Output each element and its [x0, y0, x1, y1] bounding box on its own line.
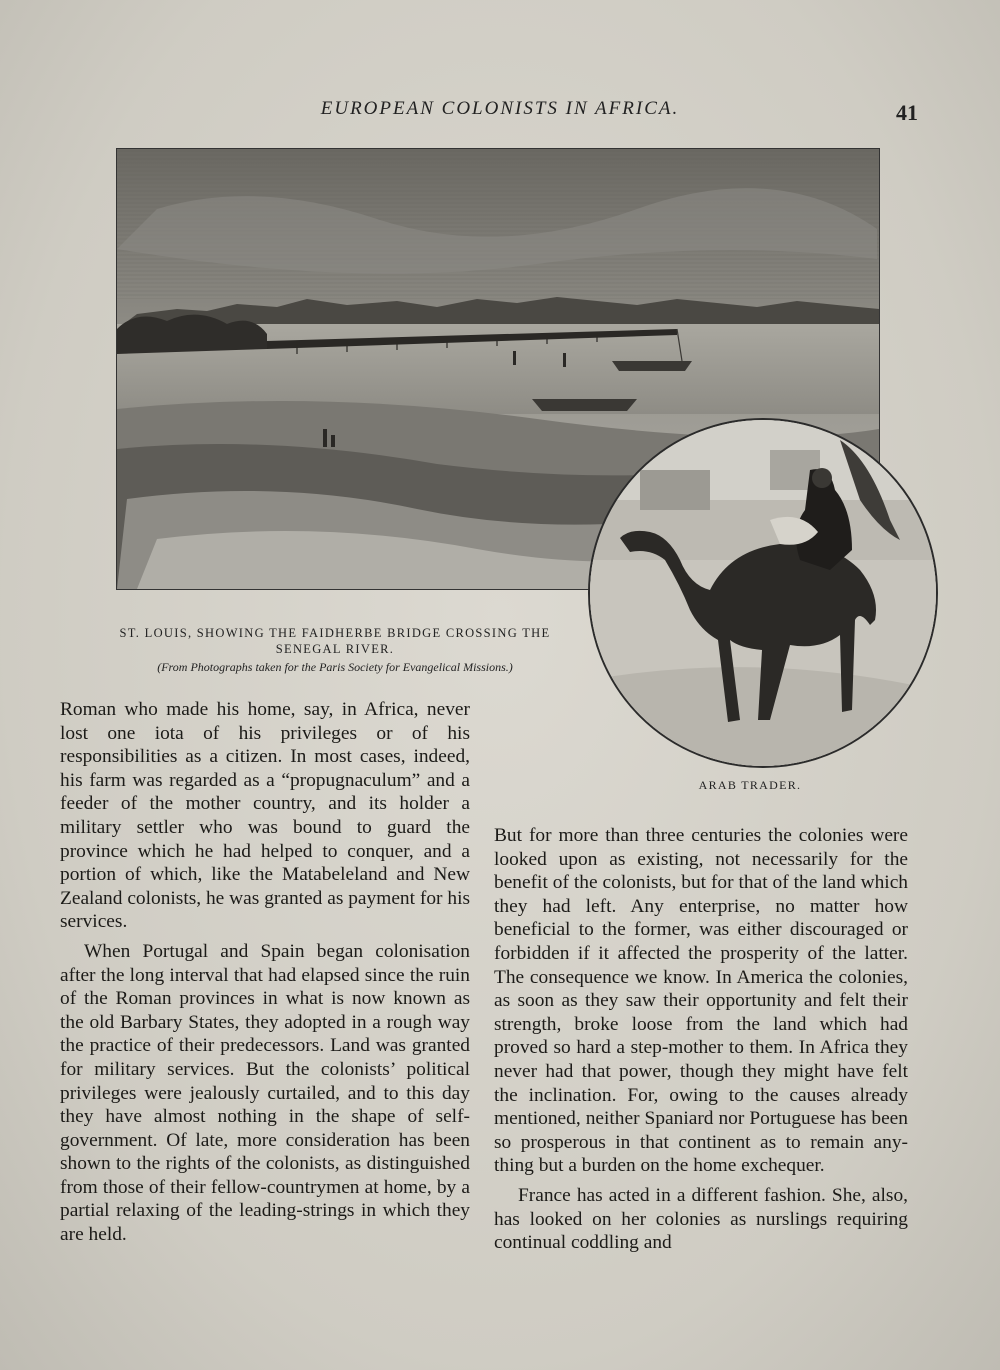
- page-number: 41: [896, 100, 918, 125]
- paragraph: When Portugal and Spain began colonisation after the long interval that had elapsed since the ruin of the Roman provinces in what is now known as the old Barbary States, they adopted in a rough way the practice of their predecessors. Land was granted for military services. But the colonists’ political privileges were jealously curtailed, and to this day they have almost nothing in the shape of self-government. Of late, more consideration has been shown to the rights of the colonists, as distinguished from those of their fellow-countrymen at home, by a partial relaxing of the leading-strings in which they are held.: [60, 940, 470, 1246]
- paragraph: France has acted in a different fashion. She, also, has looked on her colonies as nurslings requiring continual coddling and: [494, 1184, 908, 1254]
- running-title: EUROPEAN COLONISTS IN AFRICA.: [320, 98, 680, 119]
- right-text-column: [494, 824, 908, 1255]
- arab-trader-medallion: [588, 418, 938, 768]
- left-text-column: [60, 698, 470, 1247]
- main-plate-credit: (From Photographs taken for the Paris Society for Evangelical Missions.): [157, 660, 513, 674]
- paragraph: Roman who made his home, say, in Africa, never lost one iota of his privileges or of his responsibilities as a citizen. In most cases, indeed, his farm was regarded as a “propugnaculum” and a feeder of the mother country, and its holder a military settler who was bound to guard the province which he had helped to conquer, and a portion of which, like the Matabeleland and New Zealand colonists, he was granted as payment for his services.: [60, 699, 470, 933]
- paragraph: But for more than three centuries the colonies were looked upon as existing, not necessarily for the benefit of the colonists, but for that of the land which they had left. Any enterprise, no matter how beneficial to the former, was either discouraged or forbidden if it affected the prosperity of the latter. The consequence we know. In America the colonies, as soon as they saw their opportunity and felt their strength, broke loose from the land which had proved so hard a step-mother to them. In Africa they never had that power, though they might have felt the inclination. For, owing to the causes already mentioned, neither Spaniard nor Portuguese has been so prosperous in that continent as to remain any-thing but a burden on the home exchequer.: [494, 825, 908, 1177]
- main-plate-caption: ST. LOUIS, SHOWING THE FAIDHERBE BRIDGE CROSSING THE SENEGAL RIVER.: [119, 626, 551, 656]
- medallion-caption: ARAB TRADER.: [698, 778, 802, 792]
